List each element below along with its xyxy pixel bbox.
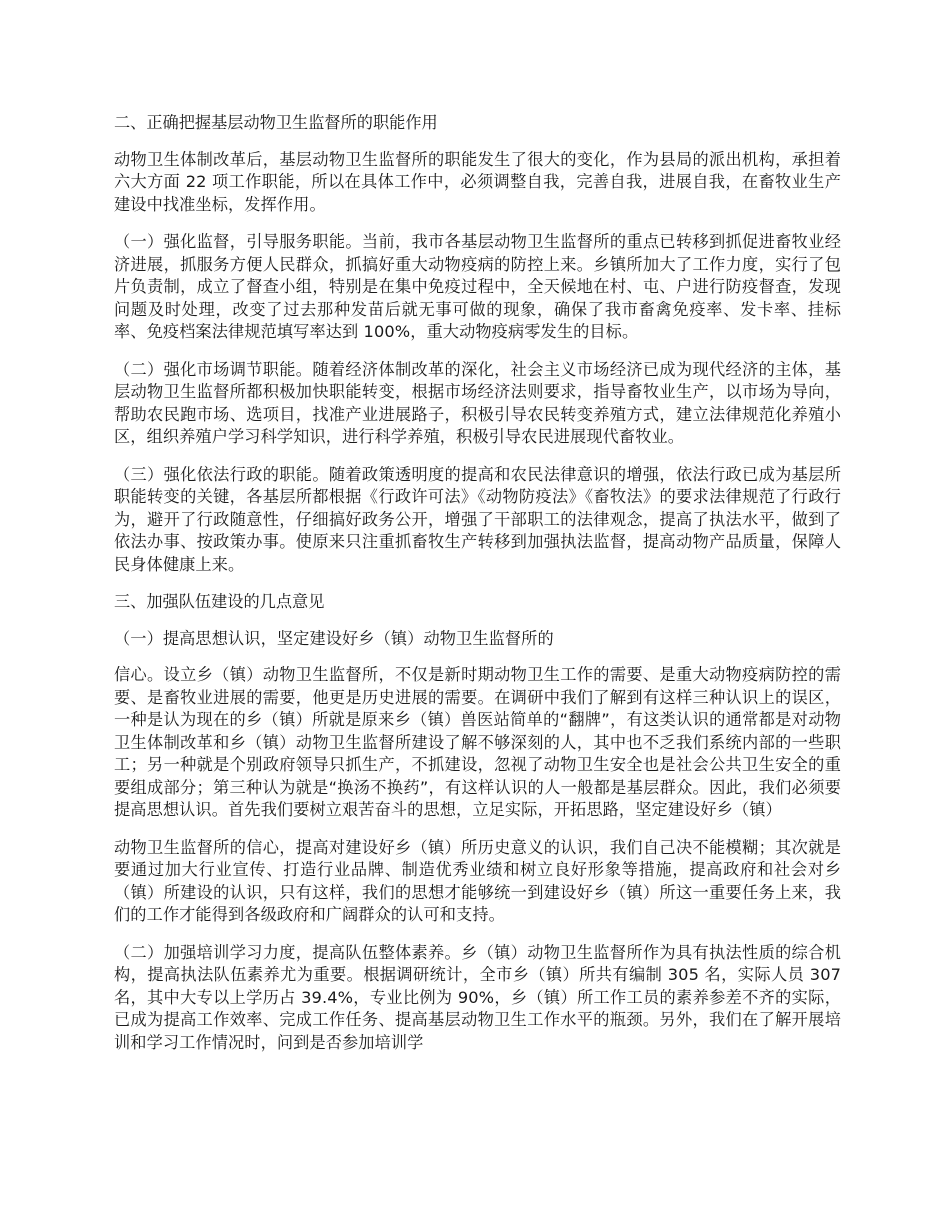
section2-intro-paragraph: 动物卫生体制改革后，基层动物卫生监督所的职能发生了很大的变化，作为县局的派出机构，承担着六大方面 22 项工作职能，所以在具体工作中，必须调整自我，完善自我，进展自我，在畜牧业生产建设中找准坐标，发挥作用。 [114,149,841,214]
section3-item2-paragraph: （二）加强培训学习力度，提高队伍整体素养。乡（镇）动物卫生监督所作为具有执法性质的综合机构，提高执法队伍素养尤为重要。根据调研统计，全市乡（镇）所共有编制 305 名，实际人员 307 名，其中大专以上学历占 39.4%，专业比例为 90%，乡（镇）所工作工员的素养参差不齐的实际，已成为提高工作效率、完成工作任务、提高基层动物卫生工作水平的瓶颈。另外，我们在了解开展培训和学习工作情况时，问到是否参加培训学 [114,942,841,1052]
section2-item3-paragraph: （三）强化依法行政的职能。随着政策透明度的提高和农民法律意识的增强，依法行政已成为基层所职能转变的关键，各基层所都根据《行政许可法》《动物防疫法》《畜牧法》的要求法律规范了行政行为，避开了行政随意性，仔细搞好政务公开，增强了干部职工的法律观念，提高了执法水平，做到了依法办事、按政策办事。使原来只注重抓畜牧生产转移到加强执法监督，提高动物产品质量，保障人民身体健康上来。 [114,464,841,574]
section3-item1-title: （一）提高思想认识，坚定建设好乡（镇）动物卫生监督所的 [114,628,554,648]
section3-heading: 三、加强队伍建设的几点意见 [114,592,325,611]
document-page [114,112,841,1054]
section2-heading: 二、正确把握基层动物卫生监督所的职能作用 [114,113,438,132]
section3-item1-body-part1: 信心。设立乡（镇）动物卫生监督所，不仅是新时期动物卫生工作的需要、是重大动物疫病防控的需要、是畜牧业进展的需要，他更是历史进展的需要。在调研中我们了解到有这样三种认识上的误区，一种是认为现在的乡（镇）所就是原来乡（镇）兽医站简单的“翻牌”，有这类认识的通常都是对动物卫生体制改革和乡（镇）动物卫生监督所建设了解不够深刻的人，其中也不乏我们系统内部的一些职工；另一种就是个别政府领导只抓生产，不抓建设，忽视了动物卫生安全也是社会公共卫生安全的重要组成部分；第三种认为就是“换汤不换药”，有这样认识的人一般都是基层群众。因此，我们必须要提高思想认识。首先我们要树立艰苦奋斗的思想，立足实际，开拓思路，坚定建设好乡（镇） [114,665,841,819]
section3-item1-body-part2: 动物卫生监督所的信心，提高对建设好乡（镇）所历史意义的认识，我们自己决不能模糊；其次就是要通过加大行业宣传、打造行业品牌、制造优秀业绩和树立良好形象等措施，提高政府和社会对乡（镇）所建设的认识，只有这样，我们的思想才能够统一到建设好乡（镇）所这一重要任务上来，我们的工作才能得到各级政府和广阔群众的认可和支持。 [114,837,841,924]
section2-item2-paragraph: （二）强化市场调节职能。随着经济体制改革的深化，社会主义市场经济已成为现代经济的主体，基层动物卫生监督所都积极加快职能转变，根据市场经济法则要求，指导畜牧业生产，以市场为导向，帮助农民跑市场、选项目，找准产业进展路子，积极引导农民转变养殖方式，建立法律规范化养殖小区，组织养殖户学习科学知识，进行科学养殖，积极引导农民进展现代畜牧业。 [114,359,841,446]
section2-item1-paragraph: （一）强化监督，引导服务职能。当前，我市各基层动物卫生监督所的重点已转移到抓促进畜牧业经济进展，抓服务方便人民群众，抓搞好重大动物疫病的防控上来。乡镇所加大了工作力度，实行了包片负责制，成立了督查小组，特别是在集中免疫过程中，全天候地在村、屯、户进行防疫督查，发现问题及时处理，改变了过去那种发苗后就无事可做的现象，确保了我市畜禽免疫率、发卡率、挂标率、免疫档案法律规范填写率达到 100%，重大动物疫病零发生的目标。 [114,232,841,341]
